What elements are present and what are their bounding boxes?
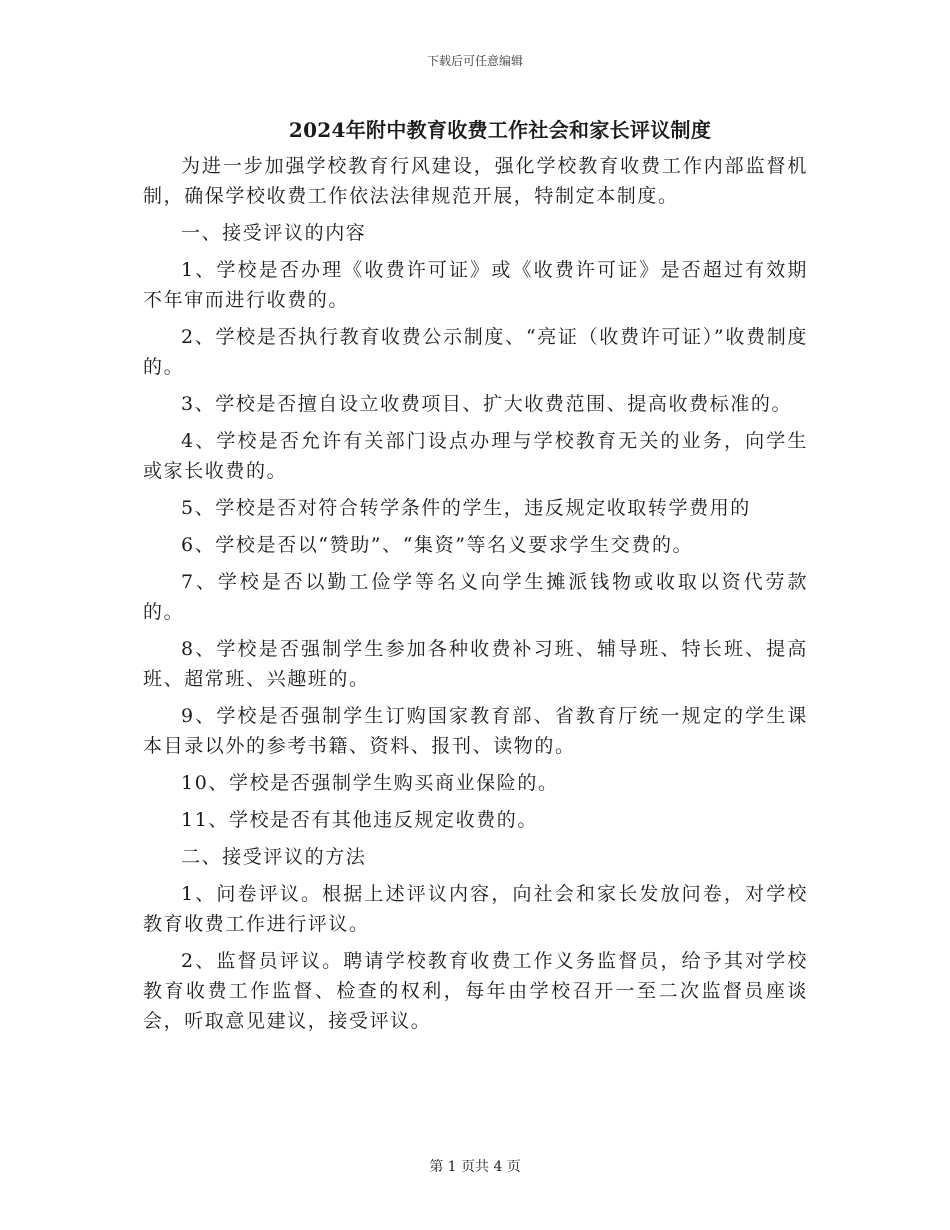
content-item-7: 7、学校是否以勤工俭学等名义向学生摊派钱物或收取以资代劳款的。 — [143, 571, 808, 623]
content-item-9: 9、学校是否强制学生订购国家教育部、省教育厅统一规定的学生课本目录以外的参考书籍、资料、报刊、读物的。 — [143, 705, 808, 757]
content-item-6: 6、学校是否以“赞助”、“集资”等名义要求学生交费的。 — [181, 534, 694, 556]
content-item-10: 10、学校是否强制学生购买商业保险的。 — [181, 772, 559, 794]
page-header-note: 下载后可任意编辑 — [426, 54, 523, 68]
section-heading-method: 二、接受评议的方法 — [181, 846, 367, 868]
intro-paragraph: 为进一步加强学校教育行风建设，强化学校教育收费工作内部监督机制，确保学校收费工作依法法律规范开展，特制定本制度。 — [143, 155, 808, 207]
method-item-1: 1、问卷评议。根据上述评议内容，向社会和家长发放问卷，对学校教育收费工作进行评议。 — [143, 883, 808, 935]
content-item-2: 2、学校是否执行教育收费公示制度、“亮证（收费许可证）”收费制度的。 — [143, 326, 808, 378]
section-heading-content: 一、接受评议的内容 — [181, 222, 367, 244]
content-item-4: 4、学校是否允许有关部门设点办理与学校教育无关的业务，向学生或家长收费的。 — [143, 430, 808, 482]
content-item-11: 11、学校是否有其他违反规定收费的。 — [181, 809, 538, 831]
document-title: 2024年附中教育收费工作社会和家长评议制度 — [288, 118, 712, 142]
content-item-3: 3、学校是否擅自设立收费项目、扩大收费范围、提高收费标准的。 — [181, 393, 793, 415]
content-item-1: 1、学校是否办理《收费许可证》或《收费许可证》是否超过有效期不年审而进行收费的。 — [143, 259, 808, 311]
method-item-2: 2、监督员评议。聘请学校教育收费工作义务监督员，给予其对学校教育收费工作监督、检查的权利，每年由学校召开一至二次监督员座谈会，听取意见建议，接受评议。 — [143, 950, 808, 1032]
content-item-8: 8、学校是否强制学生参加各种收费补习班、辅导班、特长班、提高班、超常班、兴趣班的。 — [143, 638, 808, 690]
content-item-5: 5、学校是否对符合转学条件的学生，违反规定收取转学费用的 — [181, 497, 751, 519]
page-number-footer: 第 1 页共 4 页 — [429, 1159, 521, 1175]
document-body — [143, 151, 808, 1043]
